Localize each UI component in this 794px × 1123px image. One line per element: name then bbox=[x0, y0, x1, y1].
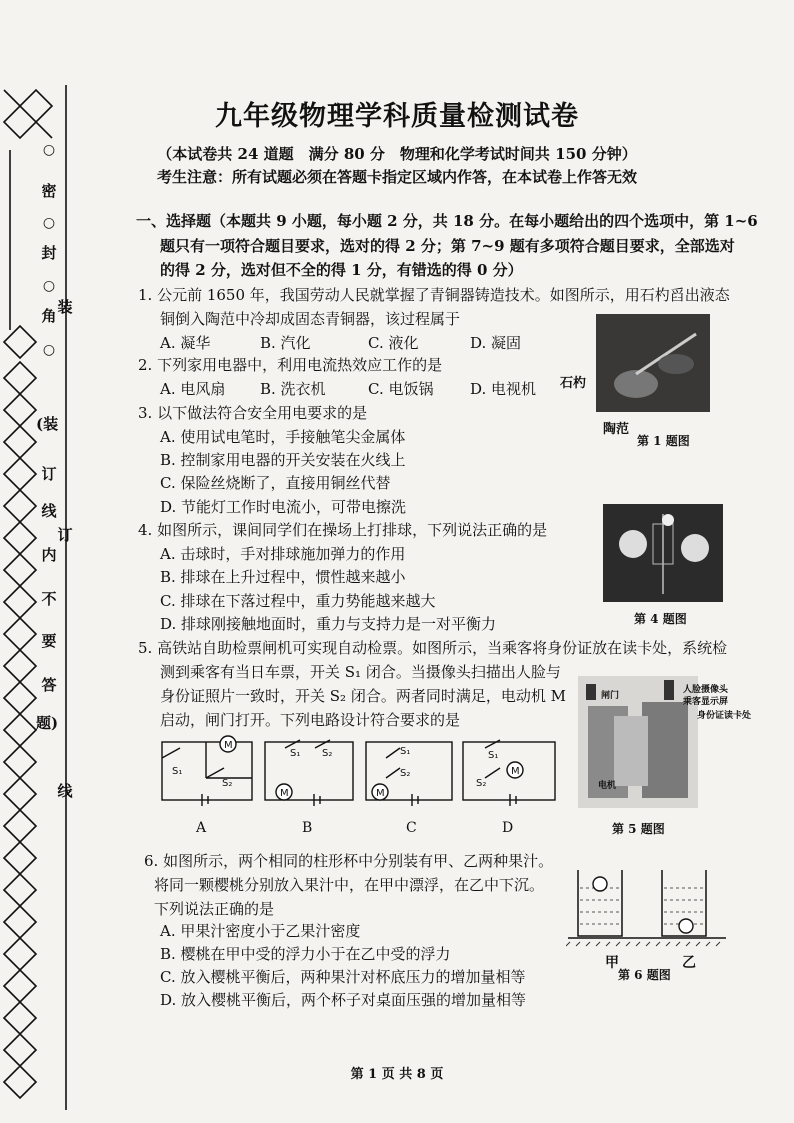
question-text: 2. 下列家用电器中，利用电流热效应工作的是 bbox=[138, 356, 443, 374]
binding-char: 订 bbox=[41, 465, 57, 483]
binding-char: 内 bbox=[41, 546, 57, 564]
figure-label: 人脸摄像头 bbox=[683, 685, 729, 695]
figure-6-cups bbox=[566, 868, 730, 948]
motor-symbol: M bbox=[280, 788, 289, 799]
figure-5-caption: 第 5 题图 bbox=[612, 822, 665, 836]
option: B. 排球在上升过程中，惯性越来越小 bbox=[160, 568, 406, 586]
question-text: 身份证照片一致时，开关 S₂ 闭合。两者同时满足，电动机 M bbox=[160, 687, 566, 705]
binding-char: 订 bbox=[57, 526, 73, 544]
page-number: 第 1 页 共 8 页 bbox=[350, 1067, 444, 1082]
binding-char: 角 bbox=[41, 307, 57, 325]
motor-symbol: M bbox=[224, 740, 233, 751]
binding-char: 不 bbox=[41, 590, 57, 608]
figure-label: 电机 bbox=[598, 781, 617, 791]
question-text: 启动，闸门打开。下列电路设计符合要求的是 bbox=[160, 711, 461, 729]
question-text: 下列说法正确的是 bbox=[154, 900, 275, 918]
figure-label: 闸门 bbox=[601, 691, 620, 701]
question-text: 4. 如图所示，课间同学们在操场上打排球，下列说法正确的是 bbox=[138, 521, 548, 539]
binding-circle: ○ bbox=[42, 142, 56, 158]
option: D. 电视机 bbox=[470, 380, 537, 398]
question-text: 5. 高铁站自助检票闸机可实现自动检票。如图所示，当乘客将身份证放在读卡处，系统检 bbox=[138, 639, 728, 657]
option: D. 排球刚接触地面时，重力与支持力是一对平衡力 bbox=[160, 615, 497, 633]
binding-char: 装 bbox=[57, 298, 73, 316]
question-text: 6. 如图所示，两个相同的柱形杯中分别装有甲、乙两种果汁。 bbox=[144, 852, 554, 870]
binding-zigzag bbox=[0, 80, 72, 1120]
motor-symbol: M bbox=[511, 766, 520, 777]
motor-symbol: M bbox=[376, 788, 385, 799]
exam-info: （本试卷共 24 道题 满分 80 分 物理和化学考试时间共 150 分钟） bbox=[157, 145, 637, 163]
exam-notice: 考生注意：所有试题必须在答题卡指定区域内作答，在本试卷上作答无效 bbox=[156, 168, 637, 186]
circuit-diagrams bbox=[150, 734, 570, 810]
binding-char: 要 bbox=[41, 632, 57, 650]
option: A. 凝华 bbox=[160, 334, 211, 352]
option: B. 樱桃在甲中受的浮力小于在乙中受的浮力 bbox=[160, 945, 451, 963]
section-heading: 题只有一项符合题目要求，选对的得 2 分；第 7~9 题有多项符合题目要求，全部选对 bbox=[160, 237, 735, 255]
binding-char: 密 bbox=[41, 182, 57, 200]
switch-label: S₁ bbox=[290, 748, 301, 759]
figure-4-caption: 第 4 题图 bbox=[634, 612, 687, 626]
binding-margin bbox=[0, 80, 72, 1120]
option: C. 电饭锅 bbox=[368, 380, 434, 398]
switch-label: S₂ bbox=[222, 778, 233, 789]
option: A. 使用试电笔时，手接触笔尖金属体 bbox=[160, 428, 406, 446]
option: A. 甲果汁密度小于乙果汁密度 bbox=[160, 922, 361, 940]
option: B. 洗衣机 bbox=[260, 380, 326, 398]
section-heading: 的得 2 分，选对但不全的得 1 分，有错选的得 0 分） bbox=[160, 261, 523, 279]
figure-1-photo bbox=[596, 314, 710, 412]
question-text: 测到乘客有当日车票，开关 S₁ 闭合。当摄像头扫描出人脸与 bbox=[160, 663, 561, 681]
binding-circle: ○ bbox=[42, 215, 56, 231]
figure-6-caption: 第 6 题图 bbox=[618, 968, 671, 982]
figure-4-scene bbox=[603, 504, 723, 602]
option: B. 控制家用电器的开关安装在火线上 bbox=[160, 451, 406, 469]
option: D. 凝固 bbox=[470, 334, 522, 352]
binding-char: 答 bbox=[41, 676, 57, 694]
option: C. 放入樱桃平衡后，两种果汁对杯底压力的增加量相等 bbox=[160, 968, 526, 986]
cherry-floating bbox=[593, 877, 607, 891]
question-text: 铜倒入陶范中冷却成固态青铜器，该过程属于 bbox=[160, 310, 461, 328]
binding-circle: ○ bbox=[42, 278, 56, 294]
option: D. 放入樱桃平衡后，两个杯子对桌面压强的增加量相等 bbox=[160, 991, 527, 1009]
circuit-label: B bbox=[302, 820, 313, 836]
switch-label: S₂ bbox=[400, 768, 411, 779]
figure-label: 甲 bbox=[605, 955, 619, 971]
figure-label: 石杓 bbox=[560, 376, 587, 391]
figure-label: 身份证读卡处 bbox=[697, 711, 752, 721]
question-text: 将同一颗樱桃分别放入果汁中，在甲中漂浮，在乙中下沉。 bbox=[154, 876, 545, 894]
figure-label: 乙 bbox=[682, 955, 696, 971]
binding-char: 封 bbox=[41, 244, 57, 262]
switch-label: S₂ bbox=[322, 748, 333, 759]
switch-label: S₁ bbox=[400, 746, 411, 757]
switch-label: S₂ bbox=[476, 778, 487, 789]
cherry-sunk bbox=[679, 919, 693, 933]
option: C. 液化 bbox=[368, 334, 419, 352]
question-text: 1. 公元前 1650 年，我国劳动人民就掌握了青铜器铸造技术。如图所示，用石杓舀出液态 bbox=[138, 286, 730, 304]
circuit-label: C bbox=[406, 820, 417, 836]
page-title: 九年级物理学科质量检测试卷 bbox=[215, 101, 579, 132]
option: C. 排球在下落过程中，重力势能越来越大 bbox=[160, 592, 436, 610]
switch-label: S₁ bbox=[488, 750, 499, 761]
figure-1-caption: 第 1 题图 bbox=[637, 434, 690, 448]
switch-label: S₁ bbox=[172, 766, 183, 777]
figure-5-scene bbox=[578, 676, 698, 808]
question-text: 3. 以下做法符合安全用电要求的是 bbox=[138, 404, 368, 422]
binding-char: 题) bbox=[36, 714, 59, 732]
binding-char: 线 bbox=[57, 782, 73, 800]
figure-5-photo bbox=[578, 676, 698, 808]
figure-label: 乘客显示屏 bbox=[683, 697, 729, 707]
binding-char: 线 bbox=[41, 502, 57, 520]
figure-4-photo bbox=[603, 504, 723, 602]
option: A. 击球时，手对排球施加弹力的作用 bbox=[160, 545, 406, 563]
binding-circle: ○ bbox=[42, 342, 56, 358]
option: B. 汽化 bbox=[260, 334, 311, 352]
figure-label: 陶范 bbox=[603, 422, 630, 437]
option: C. 保险丝烧断了，直接用铜丝代替 bbox=[160, 474, 391, 492]
binding-char: (装 bbox=[36, 415, 59, 433]
circuit-label: D bbox=[502, 820, 514, 836]
option: A. 电风扇 bbox=[160, 380, 226, 398]
section-heading: 一、选择题（本题共 9 小题，每小题 2 分，共 18 分。在每小题给出的四个选项中，第 1~6 bbox=[136, 212, 758, 230]
figure-1-scene bbox=[596, 314, 710, 412]
circuit-label: A bbox=[196, 820, 207, 836]
option: D. 节能灯工作时电流小，可带电擦洗 bbox=[160, 498, 407, 516]
